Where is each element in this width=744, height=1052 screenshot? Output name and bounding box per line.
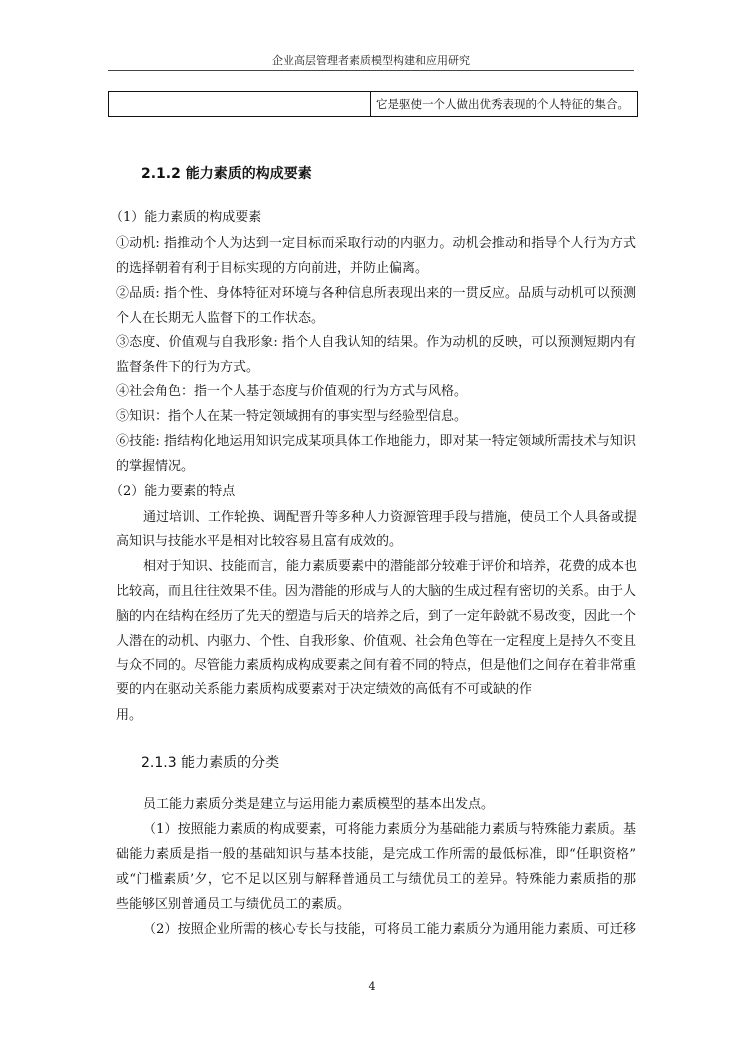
item-knowledge: ⑤知识：指个人在某一特定领域拥有的事实型与经验型信息。 [116, 409, 468, 424]
table-cell-left [109, 92, 371, 116]
subsection-title-2: （2）能力要素的特点 [110, 484, 236, 499]
section-heading-2-1-3: 2.1.3 能力素质的分类 [141, 755, 280, 771]
header-rule [108, 70, 634, 71]
paragraph-d-line-4: 些能够区别普通员工与绩优员工的素质。 [116, 897, 351, 912]
paragraph-b-line-1: 相对于知识、技能而言，能力素质要素中的潜能部分较难于评价和培养，花费的成本也 [143, 559, 638, 574]
item-social-role: ④社会角色：指一个人基于态度与价值观的行为方式与风格。 [116, 384, 468, 399]
paragraph-d-line-2: 础能力素质是指一般的基础知识与基本技能，是完成工作所需的最低标准，即“任职资格” [116, 847, 636, 862]
page-number: 4 [368, 980, 376, 993]
item-skill-line-1: ⑥技能: 指结构化地运用知识完成某项具体工作地能力，即对某一特定领域所需技术与知识 [116, 434, 636, 449]
paragraph-e-line-1: （2）按照企业所需的核心专长与技能，可将员工能力素质分为通用能力素质、可迁移 [143, 922, 636, 937]
paragraph-a-line-1: 通过培训、工作轮换、调配晋升等多种人力资源管理手段与措施，使员工个人具备或提 [143, 510, 638, 525]
paragraph-b-line-4: 人潜在的动机、内驱力、个性、自我形象、价值观、社会角色等在一定程度上是持久不变且 [116, 634, 637, 649]
definition-table-row [108, 91, 638, 117]
paragraph-b-line-2: 比较高，而且往往效果不佳。因为潜能的形成与人的大脑的生成过程有密切的关系。由于人 [116, 584, 637, 599]
paragraph-d-line-1: （1）按照能力素质的构成要素，可将能力素质分为基础能力素质与特殊能力素质。基 [143, 822, 636, 837]
table-cell-right: 它是驱使一个人做出优秀表现的个人特征的集合。 [376, 97, 629, 111]
paragraph-b-line-6: 要的内在驱动关系能力素质构成要素对于决定绩效的高低有不可或缺的作 [116, 682, 533, 697]
item-trait-line-1: ②品质: 指个性、身体特征对环境与各种信息所表现出来的一贯反应。品质与动机可以预测 [116, 286, 636, 301]
paragraph-d-line-3: 或“门槛素质’夕，它不足以区别与解释普通员工与绩优员工的差异。特殊能力素质指的那 [116, 872, 636, 887]
paragraph-b-line-5: 与众不同的。尽管能力素质构成构成要素之间有着不同的特点，但是他们之间存在着非常重 [116, 658, 637, 673]
item-skill-line-2: 的掌握情况。 [116, 459, 195, 474]
item-attitude-line-2: 监督条件下的行为方式。 [116, 360, 260, 375]
item-motive-line-1: ①动机: 指推动个人为达到一定目标而采取行动的内驱力。动机会推动和指导个人行为方式 [116, 236, 636, 251]
item-motive-line-2: 的选择朝着有利于目标实现的方向前进，并防止偏离。 [116, 261, 429, 276]
paragraph-c-line-1: 员工能力素质分类是建立与运用能力素质模型的基本出发点。 [143, 797, 495, 812]
subsection-title-1: （1）能力素质的构成要素 [110, 210, 262, 225]
item-attitude-line-1: ③态度、价值观与自我形象: 指个人自我认知的结果。作为动机的反映，可以预测短期内有 [116, 335, 636, 350]
paragraph-b-line-3: 脑的内在结构在经历了先天的塑造与后天的培养之后，到了一定年龄就不易改变，因此一个 [116, 609, 637, 624]
running-header: 企业高层管理者素质模型构建和应用研究 [272, 54, 470, 67]
paragraph-a-line-2: 高知识与技能水平是相对比较容易且富有成效的。 [116, 534, 403, 549]
section-heading-2-1-2: 2.1.2 能力素质的构成要素 [141, 166, 312, 182]
item-trait-line-2: 个人在长期无人监督下的工作状态。 [116, 311, 325, 326]
paragraph-b-line-7: 用。 [116, 708, 143, 723]
